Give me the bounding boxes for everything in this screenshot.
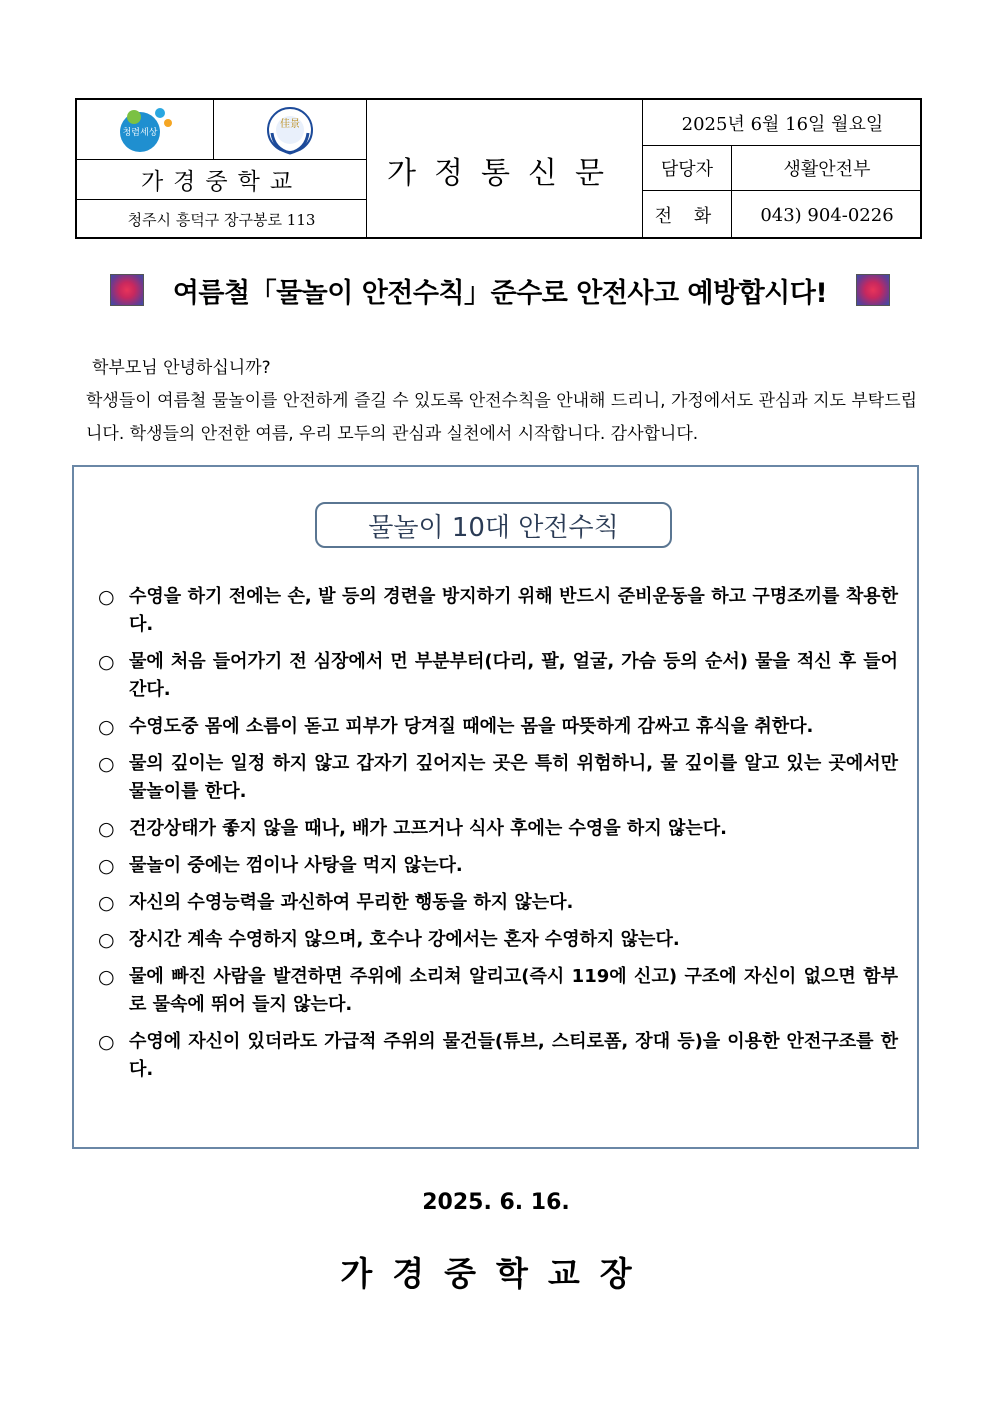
list-item: ○ 물놀이 중에는 껌이나 사탕을 먹지 않는다. (98, 852, 898, 880)
rules-box (72, 465, 919, 1149)
list-item: ○ 물에 빠진 사람을 발견하면 주위에 소리쳐 알리고(즉시 119에 신고) 구조에 자신이 없으면 함부로 물속에 뛰어 들지 않는다. (98, 963, 898, 1019)
circle-bullet-icon: ○ (98, 892, 115, 914)
circle-bullet-icon: ○ (98, 753, 115, 775)
school-address: 청주시 흥덕구 장구봉로 113 (127, 211, 316, 229)
phone-value: 043) 904-0226 (760, 204, 894, 226)
svg-text:청렴세상: 청렴세상 (122, 127, 158, 138)
list-item: ○ 자신의 수영능력을 과신하여 무리한 행동을 하지 않는다. (98, 889, 898, 917)
intro-paragraph: 학생들이 여름철 물놀이를 안전하게 즐길 수 있도록 안전수칙을 안내해 드리니, 가정에서도 관심과 지도 부탁드립니다. 학생들의 안전한 여름, 우리 모두의 관심과 실천에서 시작합니다. 감사합니다. (86, 391, 918, 444)
circle-bullet-icon: ○ (98, 929, 115, 951)
list-item: ○ 장시간 계속 수영하지 않으며, 호수나 강에서는 혼자 수영하지 않는다. (98, 926, 898, 954)
manager-label: 담당자 (660, 159, 714, 180)
circle-bullet-icon: ○ (98, 716, 115, 738)
intro-section (74, 352, 924, 451)
list-item: ○ 물의 깊이는 일정 하지 않고 갑자기 깊어지는 곳은 특히 위험하니, 물 깊이를 알고 있는 곳에서만 물놀이를 한다. (98, 750, 898, 806)
decorative-square-icon (856, 274, 890, 306)
school-emblem-icon (262, 103, 318, 157)
school-logo-1 (77, 100, 213, 159)
main-title: 여름철「물놀이 안전수칙」준수로 안전사고 예방합시다! (172, 277, 828, 309)
list-item: ○ 물에 처음 들어가기 전 심장에서 먼 부분부터(다리, 팔, 얼굴, 가슴 등의 순서) 물을 적신 후 들어간다. (98, 648, 898, 704)
circle-bullet-icon: ○ (98, 966, 115, 988)
cheongryeom-logo-icon (110, 105, 180, 155)
circle-bullet-icon: ○ (98, 818, 115, 840)
title-row (110, 268, 890, 312)
list-item: ○ 건강상태가 좋지 않을 때나, 배가 고프거나 식사 후에는 수영을 하지 않는다. (98, 815, 898, 843)
newsletter-title: 가정통신문 (387, 155, 622, 191)
principal-signature: 가경중학교장 (340, 1254, 652, 1293)
decorative-square-icon (110, 274, 144, 306)
circle-bullet-icon: ○ (98, 855, 115, 877)
manager-value: 생활안전부 (783, 159, 871, 180)
circle-bullet-icon: ○ (98, 1031, 115, 1053)
greeting: 학부모님 안녕하십니까? (92, 358, 271, 378)
rules-title: 물놀이 10대 안전수칙 (315, 502, 672, 548)
list-item: ○ 수영도중 몸에 소름이 돋고 피부가 당겨질 때에는 몸을 따뜻하게 감싸고 휴식을 취한다. (98, 713, 898, 741)
school-logo-2 (214, 100, 366, 159)
list-item: ○ 수영을 하기 전에는 손, 발 등의 경련을 방지하기 위해 반드시 준비운동을 하고 구명조끼를 착용한다. (98, 583, 898, 639)
header-table (75, 98, 922, 239)
phone-label: 전 화 (654, 206, 720, 227)
issue-date: 2025년 6월 16일 월요일 (681, 113, 884, 135)
list-item: ○ 수영에 자신이 있더라도 가급적 주위의 물건들(튜브, 스티로폼, 장대 등)을 이용한 안전구조를 한다. (98, 1028, 898, 1084)
rules-list (98, 583, 898, 1093)
circle-bullet-icon: ○ (98, 586, 115, 608)
svg-text:佳景: 佳景 (280, 118, 300, 130)
circle-bullet-icon: ○ (98, 651, 115, 673)
footer-date: 2025. 6. 16. (422, 1190, 570, 1215)
school-name: 가경중학교 (140, 169, 303, 195)
